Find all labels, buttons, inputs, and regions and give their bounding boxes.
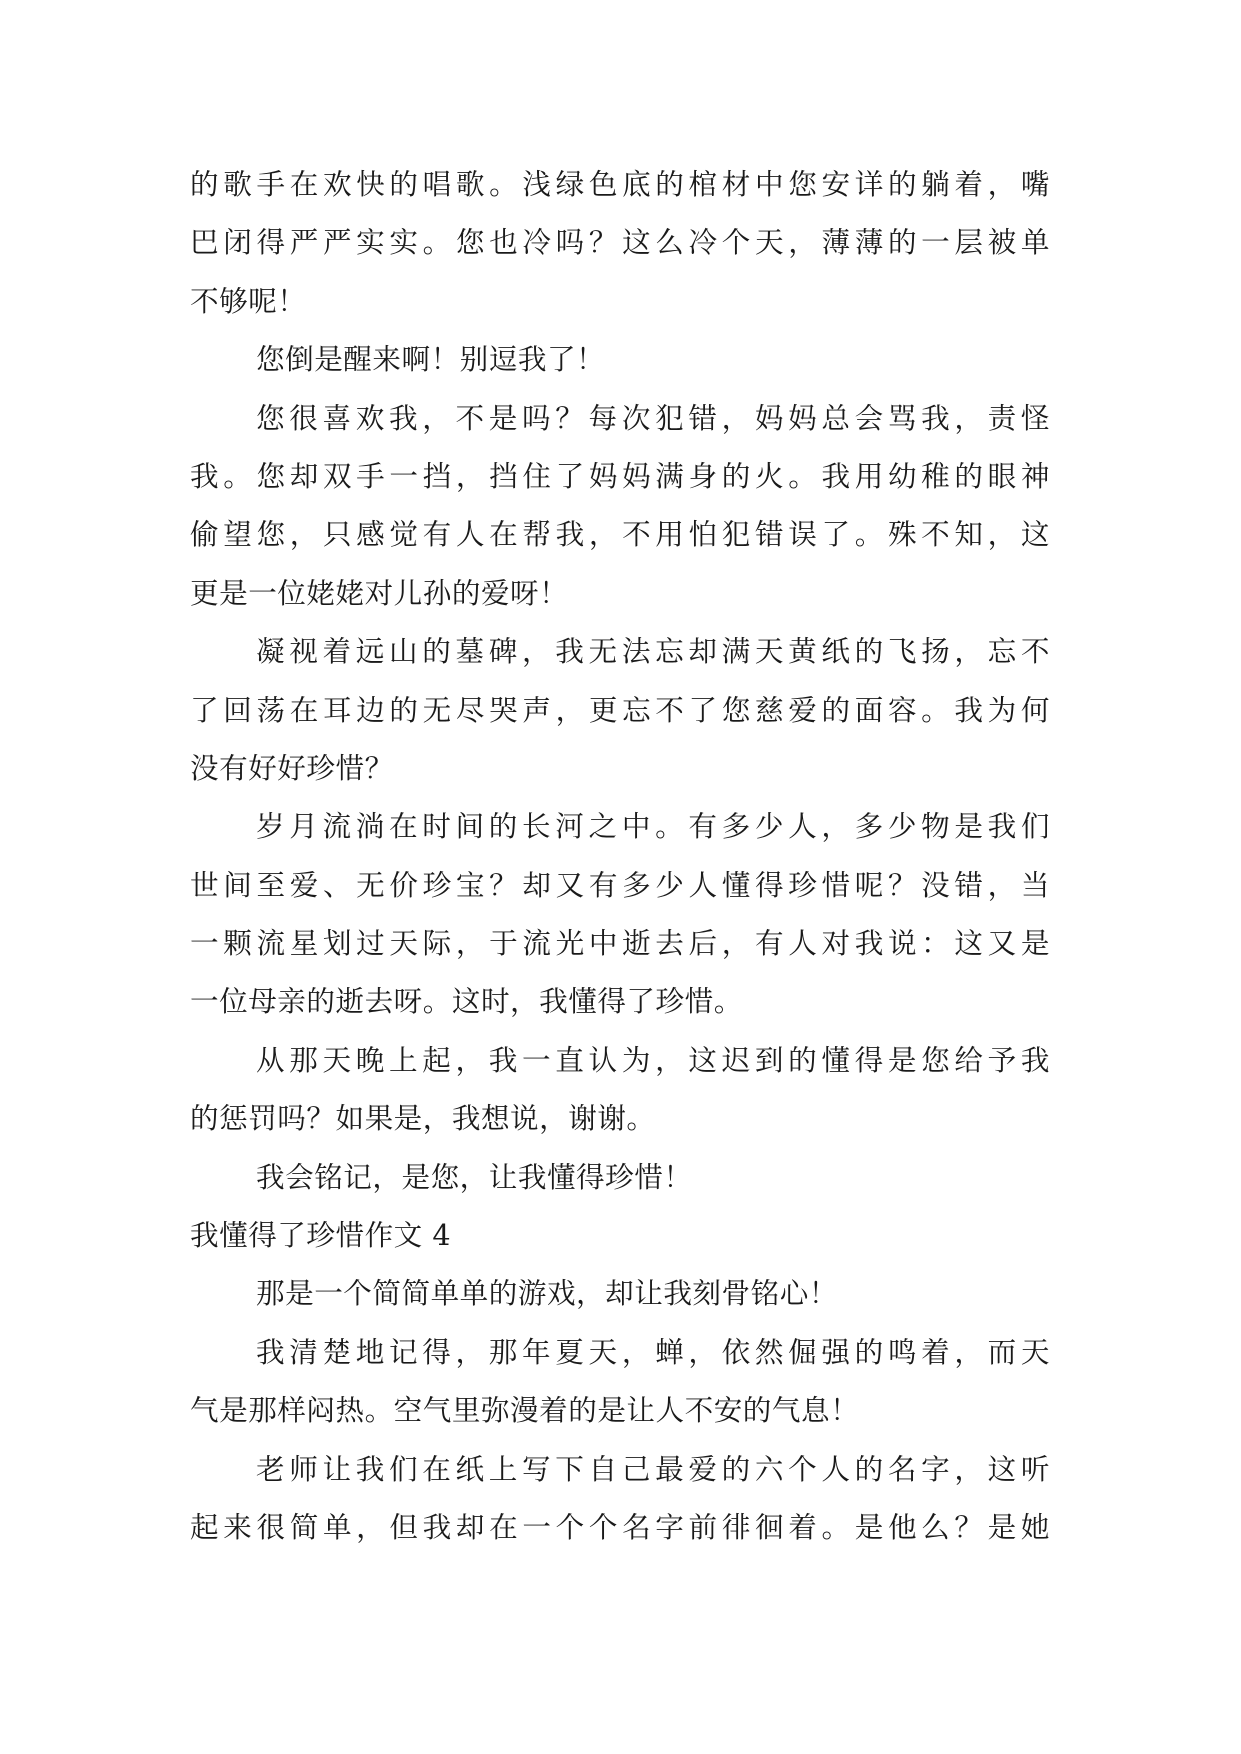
text-line: 起来很简单，但我却在一个个名字前徘徊着。是他么？是她 <box>190 1509 1050 1544</box>
text-line: 不够呢！ <box>190 283 307 318</box>
text-line: 气是那样闷热。空气里弥漫着的是让人不安的气息！ <box>190 1393 860 1428</box>
text-line: 的惩罚吗？如果是，我想说，谢谢。 <box>190 1101 656 1136</box>
text-line: 的歌手在欢快的唱歌。浅绿色底的棺材中您安详的躺着，嘴 <box>190 167 1050 201</box>
text-line: 巴闭得严严实实。您也冷吗？这么冷个天，薄薄的一层被单 <box>190 225 1050 260</box>
paragraph-start: 老师让我们在纸上写下自己最爱的六个人的名字，这听 <box>256 1451 1050 1486</box>
text-line: 世间至爱、无价珍宝？却又有多少人懂得珍惜呢？没错，当 <box>190 867 1050 902</box>
text-line: 一位母亲的逝去呀。这时，我懂得了珍惜。 <box>190 984 743 1019</box>
section-heading: 我懂得了珍惜作文 4 <box>190 1218 452 1253</box>
paragraph-start: 从那天晚上起，我一直认为，这迟到的懂得是您给予我 <box>256 1042 1050 1077</box>
paragraph-start: 我清楚地记得，那年夏天，蝉，依然倔强的鸣着，而天 <box>256 1334 1050 1369</box>
paragraph-start: 岁月流淌在时间的长河之中。有多少人，多少物是我们 <box>256 809 1050 844</box>
paragraph-start: 凝视着远山的墓碑，我无法忘却满天黄纸的飞扬，忘不 <box>256 634 1050 669</box>
text-line: 一颗流星划过天际，于流光中逝去后，有人对我说：这又是 <box>190 926 1050 961</box>
text-line: 偷望您，只感觉有人在帮我，不用怕犯错误了。殊不知，这 <box>190 517 1050 552</box>
paragraph-start: 那是一个简简单单的游戏，却让我刻骨铭心！ <box>256 1276 838 1311</box>
text-line: 了回荡在耳边的无尽哭声，更忘不了您慈爱的面容。我为何 <box>190 692 1050 727</box>
text-line: 没有好好珍惜？ <box>190 750 394 785</box>
paragraph-start: 我会铭记，是您，让我懂得珍惜！ <box>256 1159 693 1194</box>
text-line: 我。您却双手一挡，挡住了妈妈满身的火。我用幼稚的眼神 <box>190 458 1050 493</box>
paragraph-start: 您很喜欢我，不是吗？每次犯错，妈妈总会骂我，责怪 <box>256 400 1050 435</box>
text-line: 更是一位姥姥对儿孙的爱呀！ <box>190 575 569 610</box>
paragraph-start: 您倒是醒来啊！别逗我了！ <box>256 342 606 377</box>
essay-text <box>190 155 1050 1556</box>
